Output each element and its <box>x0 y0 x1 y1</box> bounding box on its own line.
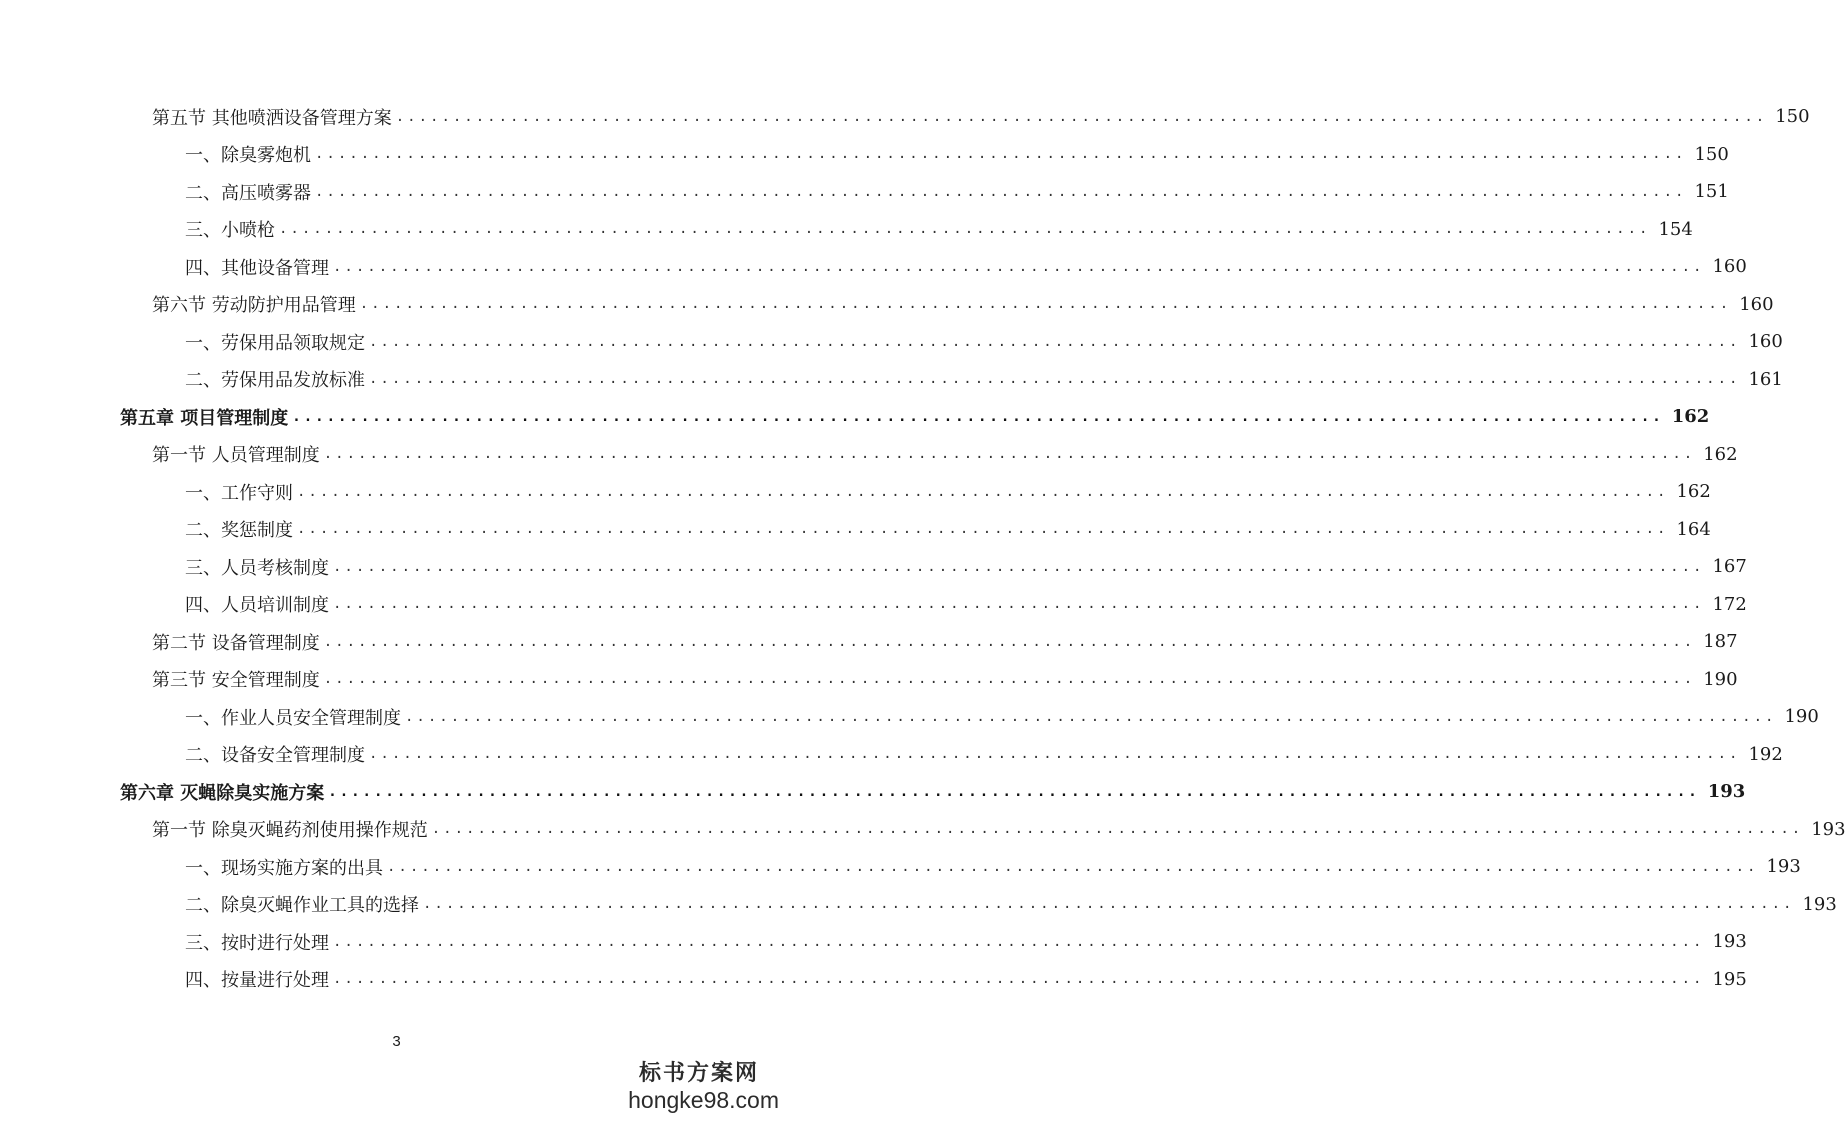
toc-entry[interactable] <box>0 323 1783 361</box>
watermark-logo <box>628 1056 779 1114</box>
toc-entry-page: 187 <box>1703 631 1738 653</box>
toc-leader-dots: ........................................................................................................................ <box>297 521 1669 538</box>
toc-leader-dots: ........................................................................................................................ <box>423 896 1795 913</box>
toc-entry-label: 第一节 除臭灭蝇药剂使用操作规范 <box>152 820 428 842</box>
toc-entry-label: 第五节 其他喷洒设备管理方案 <box>152 107 392 129</box>
toc-entry-page: 162 <box>1671 406 1710 428</box>
toc-leader-dots: ........................................................................................................................ <box>323 633 1696 650</box>
toc-entry-label: 四、按量进行处理 <box>185 970 329 992</box>
toc-entry[interactable] <box>0 98 1810 136</box>
toc-leader-dots: ........................................................................................................................ <box>369 371 1741 388</box>
toc-entry-page: 160 <box>1748 331 1783 353</box>
toc-entry-label: 四、其他设备管理 <box>185 257 329 279</box>
toc-entry-label: 三、小喷枪 <box>185 220 275 242</box>
toc-entry-page: 192 <box>1748 743 1783 765</box>
toc-entry-label: 三、按时进行处理 <box>185 932 329 954</box>
toc-entry[interactable] <box>0 248 1747 286</box>
toc-entry-page: 172 <box>1712 593 1747 615</box>
toc-entry[interactable] <box>0 473 1711 511</box>
toc-entry-label: 一、除臭雾炮机 <box>185 145 311 167</box>
toc-leader-dots: ........................................................................................................................ <box>315 183 1687 200</box>
toc-leader-dots: ........................................................................................................................ <box>387 858 1759 875</box>
toc-entry-page: 160 <box>1739 293 1774 315</box>
toc-leader-dots: ........................................................................................................................ <box>333 596 1705 613</box>
watermark-name: 标书方案网 <box>638 1060 759 1086</box>
toc-entry[interactable] <box>0 286 1774 324</box>
toc-leader-dots: ........................................................................................................................ <box>431 821 1804 838</box>
table-of-contents <box>0 98 1846 998</box>
toc-entry-label: 二、高压喷雾器 <box>185 182 311 204</box>
toc-leader-dots: ........................................................................................................................ <box>315 146 1687 163</box>
toc-entry-label: 第一节 人员管理制度 <box>152 445 320 467</box>
toc-entry[interactable] <box>0 586 1747 624</box>
toc-leader-dots: ........................................................................................................................ <box>328 783 1700 800</box>
toc-leader-dots: ........................................................................................................................ <box>333 933 1705 950</box>
toc-entry[interactable] <box>0 548 1747 586</box>
page-number: 3 <box>392 1033 401 1050</box>
toc-leader-dots: ........................................................................................................................ <box>333 558 1705 575</box>
toc-leader-dots: ........................................................................................................................ <box>297 483 1669 500</box>
toc-entry-page: 154 <box>1658 218 1693 240</box>
toc-entry-page: 161 <box>1748 368 1783 390</box>
toc-entry-label: 一、劳保用品领取规定 <box>185 332 365 354</box>
toc-entry[interactable] <box>0 661 1738 699</box>
toc-entry[interactable] <box>0 136 1729 174</box>
toc-entry-label: 三、人员考核制度 <box>185 557 329 579</box>
toc-entry-page: 190 <box>1703 668 1738 690</box>
toc-leader-dots: ........................................................................................................................ <box>359 296 1732 313</box>
toc-leader-dots: ........................................................................................................................ <box>369 746 1741 763</box>
toc-entry[interactable] <box>0 436 1738 474</box>
toc-entry[interactable] <box>0 961 1747 999</box>
toc-leader-dots: ........................................................................................................................ <box>333 971 1705 988</box>
toc-entry-label: 第五章 项目管理制度 <box>120 407 289 429</box>
toc-entry[interactable] <box>0 886 1837 924</box>
toc-entry-label: 二、除臭灭蝇作业工具的选择 <box>185 895 419 917</box>
toc-leader-dots: ........................................................................................................................ <box>323 671 1696 688</box>
toc-entry-page: 190 <box>1784 706 1819 728</box>
toc-entry-page: 195 <box>1712 968 1747 990</box>
toc-entry-page: 160 <box>1712 256 1747 278</box>
toc-entry-label: 一、工作守则 <box>185 482 293 504</box>
toc-leader-dots: ........................................................................................................................ <box>333 258 1705 275</box>
toc-entry[interactable] <box>0 511 1711 549</box>
toc-entry[interactable] <box>0 173 1729 211</box>
toc-entry[interactable] <box>0 211 1693 249</box>
toc-entry-label: 一、作业人员安全管理制度 <box>185 707 401 729</box>
toc-entry[interactable] <box>0 923 1747 961</box>
toc-entry-label: 二、奖惩制度 <box>185 520 293 542</box>
toc-entry-label: 第六章 灭蝇除臭实施方案 <box>120 782 325 804</box>
toc-entry-page: 150 <box>1694 143 1729 165</box>
toc-leader-dots: ........................................................................................................................ <box>395 108 1768 125</box>
toc-leader-dots: ........................................................................................................................ <box>279 221 1651 238</box>
toc-leader-dots: ........................................................................................................................ <box>292 408 1664 425</box>
toc-entry-page: 167 <box>1712 556 1747 578</box>
toc-entry-page: 193 <box>1811 818 1846 840</box>
toc-entry-page: 151 <box>1694 181 1729 203</box>
toc-entry-page: 193 <box>1712 931 1747 953</box>
toc-entry-page: 150 <box>1775 106 1810 128</box>
toc-entry-label: 第二节 设备管理制度 <box>152 632 320 654</box>
toc-entry[interactable] <box>0 811 1846 849</box>
toc-entry-page: 193 <box>1707 781 1746 803</box>
toc-entry-label: 二、劳保用品发放标准 <box>185 370 365 392</box>
toc-leader-dots: ........................................................................................................................ <box>323 446 1696 463</box>
toc-leader-dots: ........................................................................................................................ <box>405 708 1777 725</box>
toc-entry-label: 四、人员培训制度 <box>185 595 329 617</box>
toc-entry[interactable] <box>0 398 1710 436</box>
toc-entry[interactable] <box>0 736 1783 774</box>
toc-entry-label: 第三节 安全管理制度 <box>152 670 320 692</box>
toc-entry[interactable] <box>0 623 1738 661</box>
toc-entry-label: 第六节 劳动防护用品管理 <box>152 295 356 317</box>
toc-entry[interactable] <box>0 361 1783 399</box>
toc-entry-label: 一、现场实施方案的出具 <box>185 857 383 879</box>
toc-entry[interactable] <box>0 698 1819 736</box>
toc-entry-page: 164 <box>1676 518 1711 540</box>
toc-entry-page: 162 <box>1676 481 1711 503</box>
toc-entry[interactable] <box>0 848 1801 886</box>
toc-entry[interactable] <box>0 773 1746 811</box>
toc-entry-page: 162 <box>1703 443 1738 465</box>
toc-leader-dots: ........................................................................................................................ <box>369 333 1741 350</box>
watermark-url: hongke98.com <box>628 1087 779 1113</box>
toc-entry-page: 193 <box>1802 893 1837 915</box>
toc-entry-page: 193 <box>1766 856 1801 878</box>
toc-entry-label: 二、设备安全管理制度 <box>185 745 365 767</box>
